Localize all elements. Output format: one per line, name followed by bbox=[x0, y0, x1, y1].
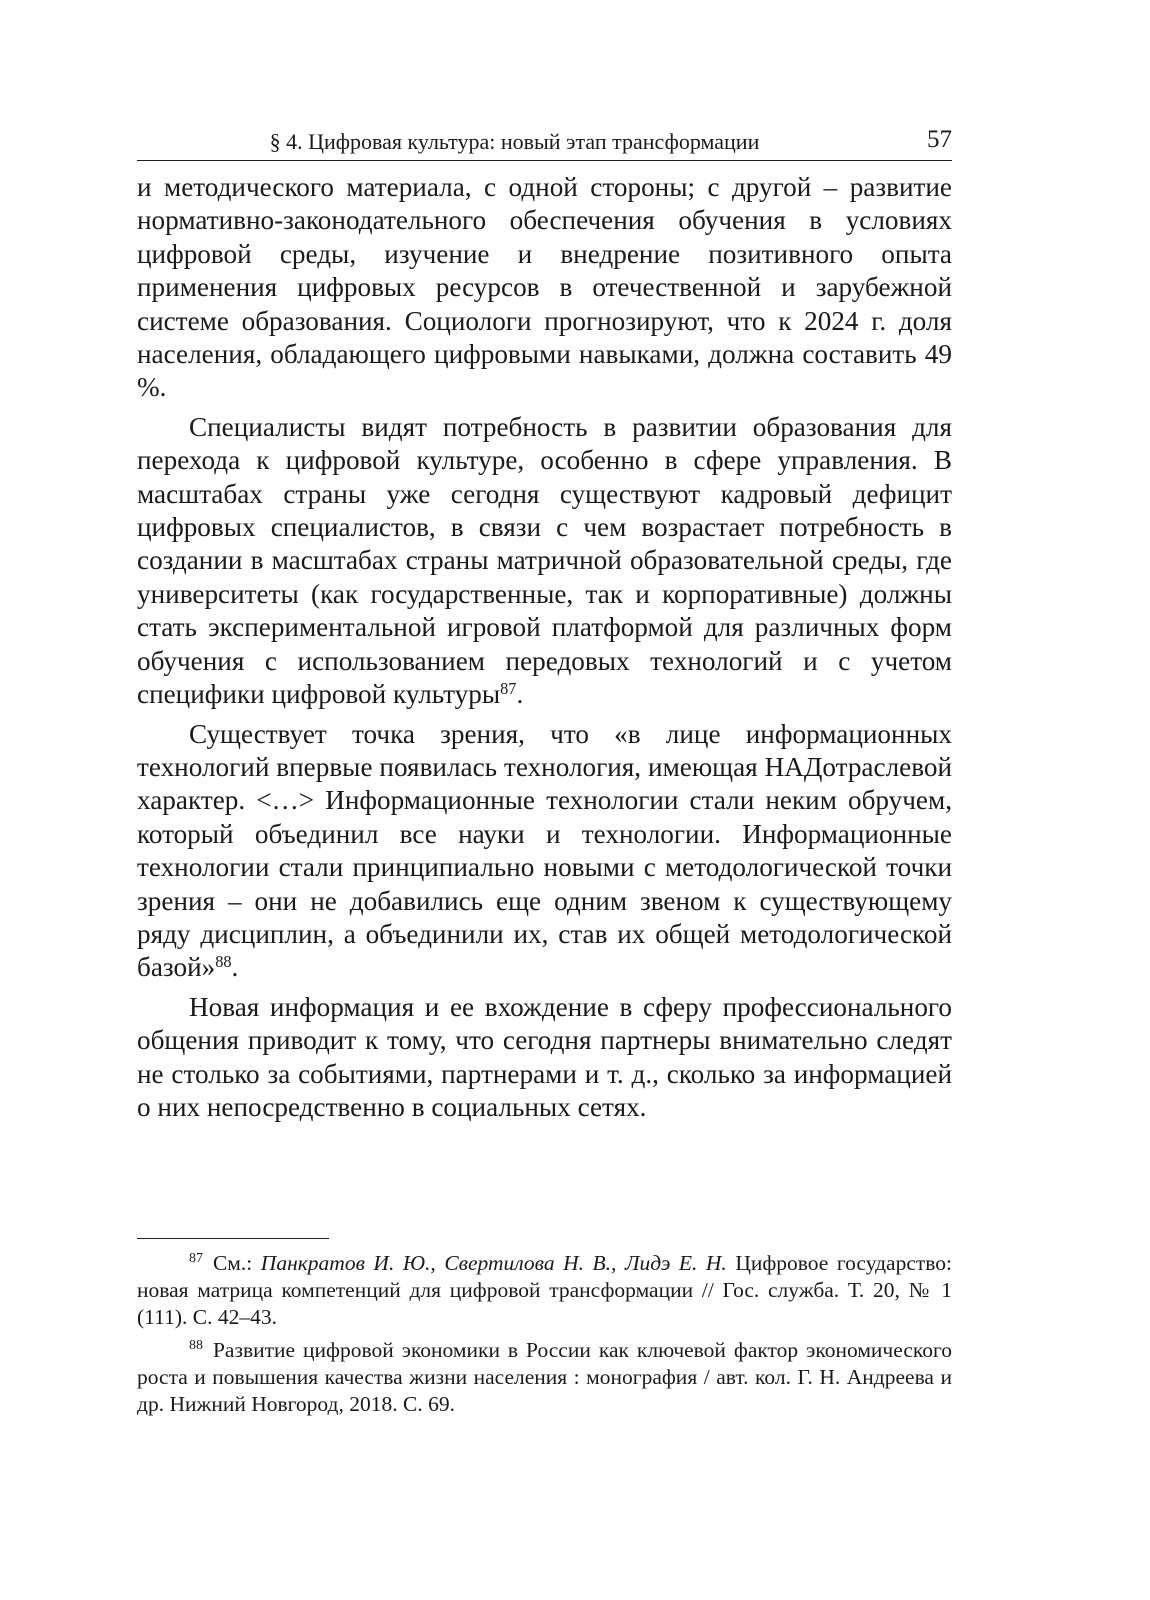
footnote-separator bbox=[137, 1238, 329, 1239]
footnote-text: Цифровое государство: новая матрица компетенций для цифровой трансформации // Гос. служба. Т. 20, № 1 (111). С. 42–43. bbox=[137, 1251, 952, 1329]
footnotes bbox=[137, 1250, 952, 1424]
paragraph-end-punct: . bbox=[231, 952, 239, 983]
footnote bbox=[137, 1250, 952, 1331]
paragraph-end-punct: . bbox=[516, 679, 524, 710]
paragraph bbox=[137, 411, 952, 712]
footnote-reference[interactable]: 87 bbox=[500, 679, 517, 699]
footnote-reference[interactable]: 88 bbox=[215, 952, 232, 972]
footnote-text: Развитие цифровой экономики в России как ключевой фактор экономического роста и повышения качества жизни населения : монография / авт. кол. Г. Н. Андреева и др. Нижний Новгород, 2018. С. 69. bbox=[137, 1338, 952, 1416]
paragraph bbox=[137, 718, 952, 985]
footnote-number: 88 bbox=[189, 1338, 203, 1354]
paragraph bbox=[137, 171, 952, 405]
paragraph-text: Существует точка зрения, что «в лице информационных технологий впервые появилась технология, имеющая НАДотраслевой характер. <…> Информационные технологии стали неким обручем, который объединил все науки и технологии. Информационные технологии стали принципиально новыми с методологической точки зрения – они не добавились еще одним звеном к существующему ряду дисциплин, а объединили их, став их общей методологической базой» bbox=[137, 718, 952, 983]
paragraph-text: Новая информация и ее вхождение в сферу профессионального общения приводит к тому, что сегодня партнеры внимательно следят не столько за событиями, партнерами и т. д., сколько за информацией о них непосредственно в социальных сетях. bbox=[137, 991, 952, 1122]
paragraph-text: и методического материала, с одной стороны; с другой – развитие нормативно-законодательного обеспечения обучения в условиях цифровой среды, изучение и внедрение позитивного опыта применения цифровых ресурсов в отечественной и зарубежной системе образования. Социологи прогнозируют, что к 2024 г. доля населения, обладающего цифровыми навыками, должна составить 49 %. bbox=[137, 172, 952, 403]
main-text bbox=[137, 171, 952, 1130]
footnote-lead: См.: bbox=[212, 1251, 261, 1275]
section-title: § 4. Цифровая культура: новый этап трансформации bbox=[269, 129, 760, 154]
footnote-number: 87 bbox=[189, 1251, 203, 1267]
footnote-authors: Панкратов И. Ю., Свертилова Н. В., Лидэ Е. Н. bbox=[260, 1251, 727, 1275]
running-header bbox=[137, 124, 952, 161]
footnote bbox=[137, 1337, 952, 1418]
paragraph bbox=[137, 991, 952, 1125]
page-number: 57 bbox=[927, 126, 952, 153]
paragraph-text: Специалисты видят потребность в развитии образования для перехода к цифровой культуре, особенно в сфере управления. В масштабах страны уже сегодня существуют кадровый дефицит цифровых специалистов, в связи с чем возрастает потребность в создании в масштабах страны матричной образовательной среды, где университеты (как государственные, так и корпоративные) должны стать экспериментальной игровой платформой для различных форм обучения с использованием передовых технологий и с учетом специфики цифровой культуры bbox=[137, 411, 952, 710]
